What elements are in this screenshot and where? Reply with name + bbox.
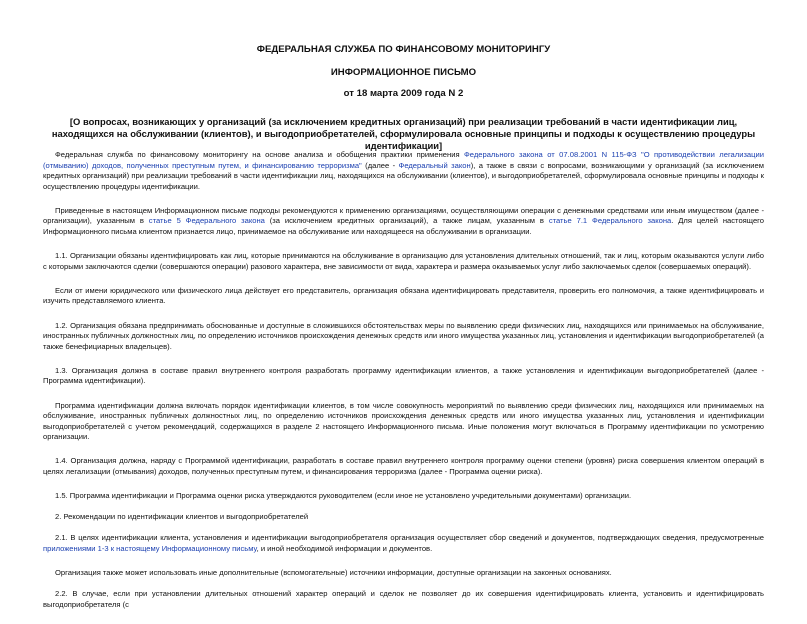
- paragraph-text: (далее -: [361, 160, 399, 170]
- paragraph-text: . Для целей настоящего Информационного письма клиентом признается лицо, принимаемое на обслуживание или находящееся на обслуживании в организации.: [43, 216, 764, 237]
- link-article-7-1[interactable]: статье 7.1 Федерального закона: [548, 216, 672, 226]
- paragraph-additional-sources: Организация также может использовать иные дополнительные (вспомогательные) источники информации, доступные организации на законных основаниях.: [55, 567, 612, 577]
- link-article-5[interactable]: статье 5 Федерального закона: [148, 216, 265, 226]
- document-subject: [О вопросах, возникающих у организаций (за исключением кредитных организаций) при реализации требований в части идентификации лиц, находящихся на обслуживании (клиентов), и выгодоприобретателей, сформулировала основные принципы и подходы к осуществлению процедуры идентификации]: [51, 116, 756, 151]
- paragraph-scope: [43, 206, 764, 238]
- paragraph-1-3: 1.3. Организация должна в составе правил внутреннего контроля разработать программу идентификации клиентов, а также установления и идентификации выгодоприобретателей (далее - Программа идентификации).: [43, 365, 764, 386]
- document-body: [43, 150, 764, 624]
- link-federal-law[interactable]: Федеральный закон: [398, 160, 471, 170]
- paragraph-1-1: 1.1. Организации обязаны идентифицировать как лиц, которые принимаются на обслуживание в организацию для установления длительных отношений, так и лиц, которым оказываются услуги либо с которыми заключаются сделки (совершаются операции) разового характера, вне зависимости от вида, характера и размера оказываемых услуг либо заключаемых сделок (совершаемых операций).: [43, 251, 764, 271]
- paragraph-1-2: 1.2. Организация обязана предпринимать обоснованные и доступные в сложившихся обстоятельствах меры по выявлению среди физических лиц, находящихся или принимаемых на обслуживание, иностранных публичных должностных лиц, по определению источников происхождения денежных средств или иного имущества указанных лиц, установления и идентификации выгодоприобретателей (а также бенефициарных владельцев).: [43, 320, 764, 351]
- paragraph-program: Программа идентификации должна включать порядок идентификации клиентов, в том числе совокупность мероприятий по выявлению среди физических лиц, находящихся или принимаемых на обслуживание, иностранных публичных должностных лиц, по определению источников происхождения денежных средств или иного имущества указанных лиц, установления и идентификации выгодоприобретателей с учетом рекомендаций, содержащихся в разделе 2 настоящего Информационного письма. Иные положения могут включаться в Программу идентификации по усмотрению организации.: [43, 400, 764, 442]
- paragraph-text: ), а также в связи с вопросами, возникающими у организаций (за исключением кредитных организаций) при реализации требований в части идентификации лиц, находящихся на обслуживании (клиентов), и выгодоприобретателей, сформулировала основные принципы и подходы к осуществлению процедуры идентификации.: [43, 160, 764, 191]
- paragraph-2-2: 2.2. В случае, если при установлении длительных отношений характер операций и сделок не позволяет до их совершения идентифицировать клиента, установить и идентифицировать выгодоприобретателя (с: [43, 589, 764, 609]
- paragraph-text: Приведенные в настоящем Информационном письме подходы рекомендуются к применению организациями, осуществляющими операции с денежными средствами или иным имуществом (далее - организации), указанным в: [43, 205, 764, 226]
- paragraph-2-1: [43, 533, 764, 554]
- paragraph-text: (за исключением кредитных организаций), а также лицам, указанным в: [264, 216, 549, 226]
- paragraph-representative: Если от имени юридического или физического лица действует его представитель, организация обязана идентифицировать представителя, проверить его полномочия, а также идентифицировать и изучить представляемого клиента.: [43, 285, 764, 306]
- paragraph-1-4: 1.4. Организация должна, наряду с Программой идентификации, разработать в составе правил внутреннего контроля программу оценки степени (уровня) риска совершения клиентом операций в целях легализации (отмывания) доходов, полученных преступным путем, и финансирования терроризма (далее - Программа оценки риска).: [43, 456, 764, 476]
- paragraph-section-2: 2. Рекомендации по идентификации клиентов и выгодоприобретателей: [55, 512, 309, 522]
- paragraph-text: 2.1. В целях идентификации клиента, установления и идентификации выгодоприобретателя организация осуществляет сбор сведений и документов, подтверждающих сведения, предусмотренные: [55, 533, 764, 543]
- paragraph-intro: [43, 150, 764, 192]
- paragraph-text: , и иной необходимой информации и документов.: [256, 543, 433, 553]
- paragraph-1-5: 1.5. Программа идентификации и Программа оценки риска утверждаются руководителем (если иное не установлено учредительными документами) организации.: [55, 491, 632, 501]
- issuer-heading: ФЕДЕРАЛЬНАЯ СЛУЖБА ПО ФИНАНСОВОМУ МОНИТОРИНГУ: [256, 44, 551, 55]
- link-appendices-1-3[interactable]: приложениями 1-3 к настоящему Информационному письму: [43, 543, 257, 553]
- paragraph-text: Федеральная служба по финансовому мониторингу на основе анализа и обобщения практики применения: [55, 150, 464, 159]
- document-date: от 18 марта 2009 года N 2: [343, 88, 464, 99]
- document-type-heading: ИНФОРМАЦИОННОЕ ПИСЬМО: [330, 67, 477, 78]
- link-federal-law-115[interactable]: Федерального закона от 07.08.2001 N 115-ФЗ "О противодействии легализации (отмыванию) доходов, полученных преступным путем, и финансированию терроризма": [43, 150, 764, 170]
